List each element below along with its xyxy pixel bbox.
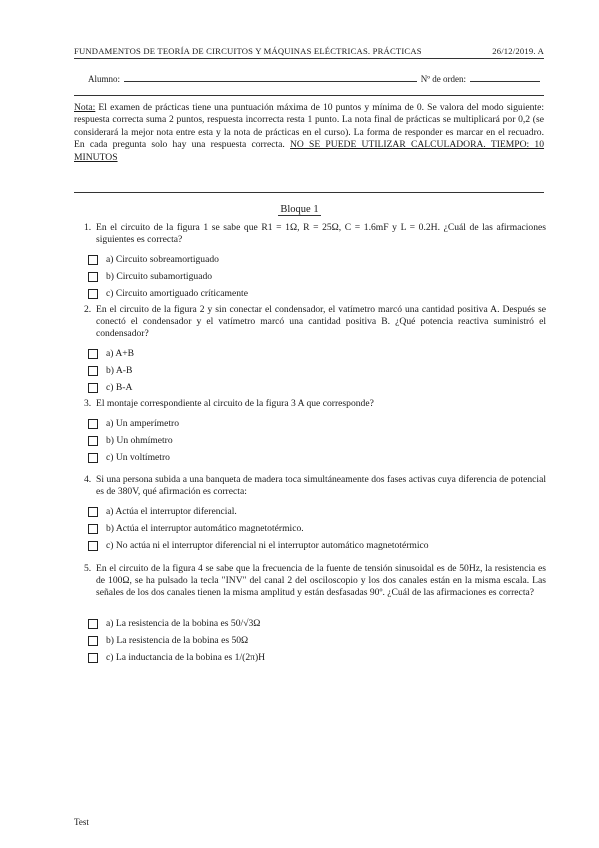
checkbox[interactable]: [88, 541, 98, 551]
checkbox[interactable]: [88, 366, 98, 376]
question-number: 5.: [84, 563, 92, 574]
option-3c[interactable]: c) Un voltímetro: [88, 452, 170, 463]
question-2: [84, 304, 546, 341]
order-number-field[interactable]: [470, 80, 540, 82]
checkbox[interactable]: [88, 453, 98, 463]
checkbox[interactable]: [88, 507, 98, 517]
option-1a[interactable]: a) Circuito sobreamortiguado: [88, 254, 219, 265]
question-number: 1.: [84, 222, 92, 233]
divider: [74, 95, 544, 96]
option-5a[interactable]: a) La resistencia de la bobina es 50/√3Ω: [88, 618, 260, 629]
question-number: 4.: [84, 474, 92, 485]
option-3a[interactable]: a) Un amperímetro: [88, 418, 179, 429]
question-text: En el circuito de la figura 4 se sabe que la frecuencia de la fuente de tensión sinusoidal es de 50Hz, la resistencia es de 100Ω, se ha pulsado la tecla "INV" del canal 2 del osciloscopio y los dos canales están en la misma escala. Las señales de los dos canales tienen la misma amplitud y están desfasadas 90º. ¿Cuál de las afirmaciones es correcta?: [96, 563, 546, 599]
checkbox[interactable]: [88, 636, 98, 646]
note-text: El examen de prácticas tiene una puntuación máxima de 10 puntos y mínima de 0. Se valora del modo siguiente: respuesta correcta suma 2 puntos, respuesta incorrecta resta 1 punto. La nota final de prácticas se multiplicará por 0,2 (se considerará la mejor nota entre esta y la nota de prácticas en el curso). La forma de responder es marcar en el recuadro. En cada pregunta solo hay una respuesta correcta.: [74, 102, 544, 151]
checkbox[interactable]: [88, 383, 98, 393]
question-number: 2.: [84, 304, 92, 315]
checkbox[interactable]: [88, 349, 98, 359]
note-lead: Nota:: [74, 102, 96, 113]
option-1c[interactable]: c) Circuito amortiguado críticamente: [88, 288, 248, 299]
checkbox[interactable]: [88, 653, 98, 663]
checkbox[interactable]: [88, 289, 98, 299]
student-name-label: Alumno:: [88, 74, 121, 84]
course-title: FUNDAMENTOS DE TEORÍA DE CIRCUITOS Y MÁQUINAS ELÉCTRICAS. PRÁCTICAS: [74, 46, 422, 56]
block-title: Bloque 1: [280, 204, 319, 215]
page-header: [74, 46, 544, 59]
option-2a[interactable]: a) A+B: [88, 348, 134, 359]
checkbox[interactable]: [88, 619, 98, 629]
student-name-field[interactable]: [124, 80, 417, 82]
question-text: El montaje correspondiente al circuito de la figura 3 A que corresponde?: [96, 398, 374, 409]
note-warning: NO SE PUEDE UTILIZAR CALCULADORA. TIEMPO: 10 MINUTOS: [74, 139, 545, 163]
question-text: En el circuito de la figura 2 y sin conectar el condensador, el vatímetro marcó una cantidad positiva A. Después se conectó el condensador y el vatímetro marcó una cantidad positiva B. ¿Qué potencia reactiva suministró el condensador?: [96, 304, 546, 340]
question-4: [84, 474, 546, 498]
checkbox[interactable]: [88, 524, 98, 534]
question-text: En el circuito de la figura 1 se sabe que R1 = 1Ω, R = 25Ω, C = 1.6mF y L = 0.2H. ¿Cuál de las afirmaciones siguientes es correcta?: [96, 222, 546, 246]
option-5b[interactable]: b) La resistencia de la bobina es 50Ω: [88, 635, 248, 646]
question-text: Si una persona subida a una banqueta de madera toca simultáneamente dos fases activas cuya diferencia de potencial es de 380V, qué afirmación es correcta:: [96, 474, 546, 498]
option-5c[interactable]: c) La inductancia de la bobina es 1/(2π)H: [88, 652, 265, 663]
option-1b[interactable]: b) Circuito subamortiguado: [88, 271, 212, 282]
student-fields: [88, 74, 544, 84]
question-1: [84, 222, 546, 246]
exam-note: [74, 102, 544, 164]
checkbox[interactable]: [88, 255, 98, 265]
option-4b[interactable]: b) Actúa el interruptor automático magnetotérmico.: [88, 523, 304, 534]
option-4a[interactable]: a) Actúa el interruptor diferencial.: [88, 506, 237, 517]
date-version: 26/12/2019. A: [492, 46, 544, 56]
question-number: 3.: [84, 398, 92, 409]
question-3: [84, 398, 546, 410]
option-3b[interactable]: b) Un ohmímetro: [88, 435, 173, 446]
question-5: [84, 563, 546, 600]
order-number-label: Nº de orden:: [420, 74, 466, 84]
option-2c[interactable]: c) B-A: [88, 382, 132, 393]
divider: [74, 192, 544, 193]
option-4c[interactable]: c) No actúa ni el interruptor diferencial ni el interruptor automático magnetotérmico: [88, 540, 429, 551]
checkbox[interactable]: [88, 419, 98, 429]
checkbox[interactable]: [88, 272, 98, 282]
page-footer: Test: [74, 817, 89, 827]
option-2b[interactable]: b) A-B: [88, 365, 132, 376]
checkbox[interactable]: [88, 436, 98, 446]
